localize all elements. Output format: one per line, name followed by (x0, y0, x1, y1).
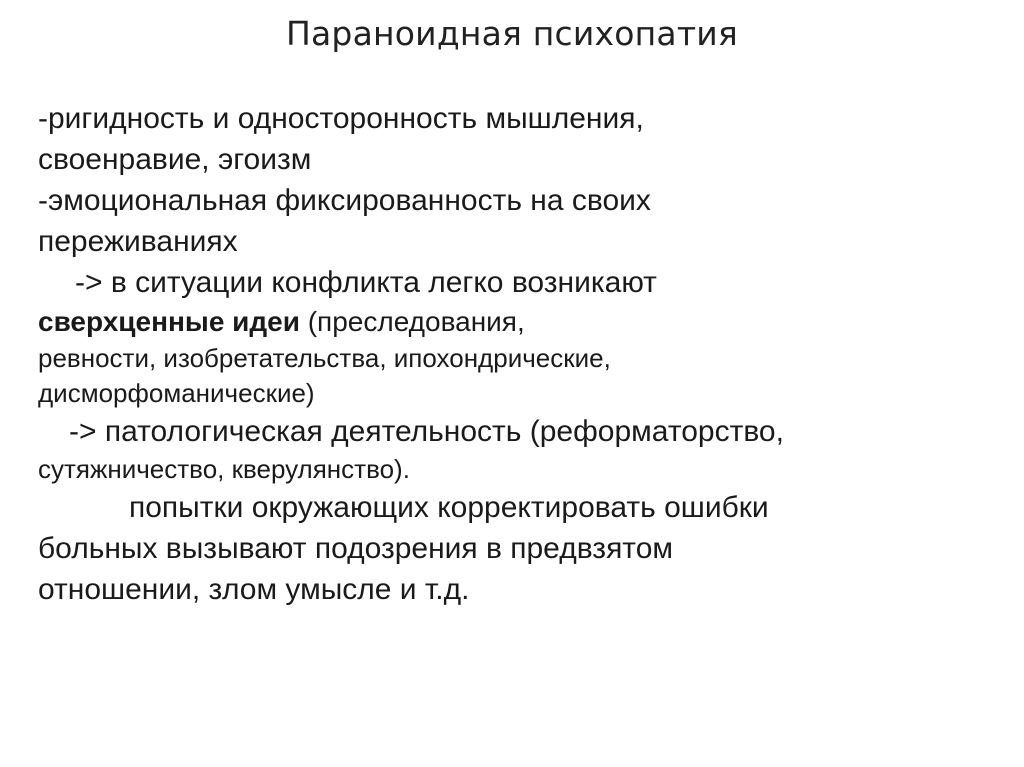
text-line: больных вызывают подозрения в предвзятом (38, 532, 674, 565)
slide-body (38, 98, 998, 610)
text-fragment: (преследования, (299, 306, 525, 337)
emphasis-text: сверхценные идеи (38, 306, 300, 337)
text-line: отношении, злом умысле и т.д. (38, 573, 470, 606)
slide-title: Параноидная психопатия (286, 14, 738, 53)
text-line: сутяжничество, кверулянство). (38, 454, 410, 484)
text-line: -ригидность и односторонность мышления, (38, 102, 644, 135)
text-line: -> в ситуации конфликта легко возникают (75, 266, 657, 299)
text-line: -> патологическая деятельность (реформаторство, (69, 415, 784, 448)
text-line: -эмоциональная фиксированность на своих (38, 184, 651, 217)
text-line: ревности, изобретательства, ипохондрические, (38, 343, 611, 373)
text-line: дисморфоманические) (38, 378, 315, 408)
text-line: переживаниях (38, 225, 238, 258)
text-line (38, 303, 998, 341)
text-line: попытки окружающих корректировать ошибки (129, 491, 769, 524)
text-line: своенравие, эгоизм (38, 143, 312, 176)
